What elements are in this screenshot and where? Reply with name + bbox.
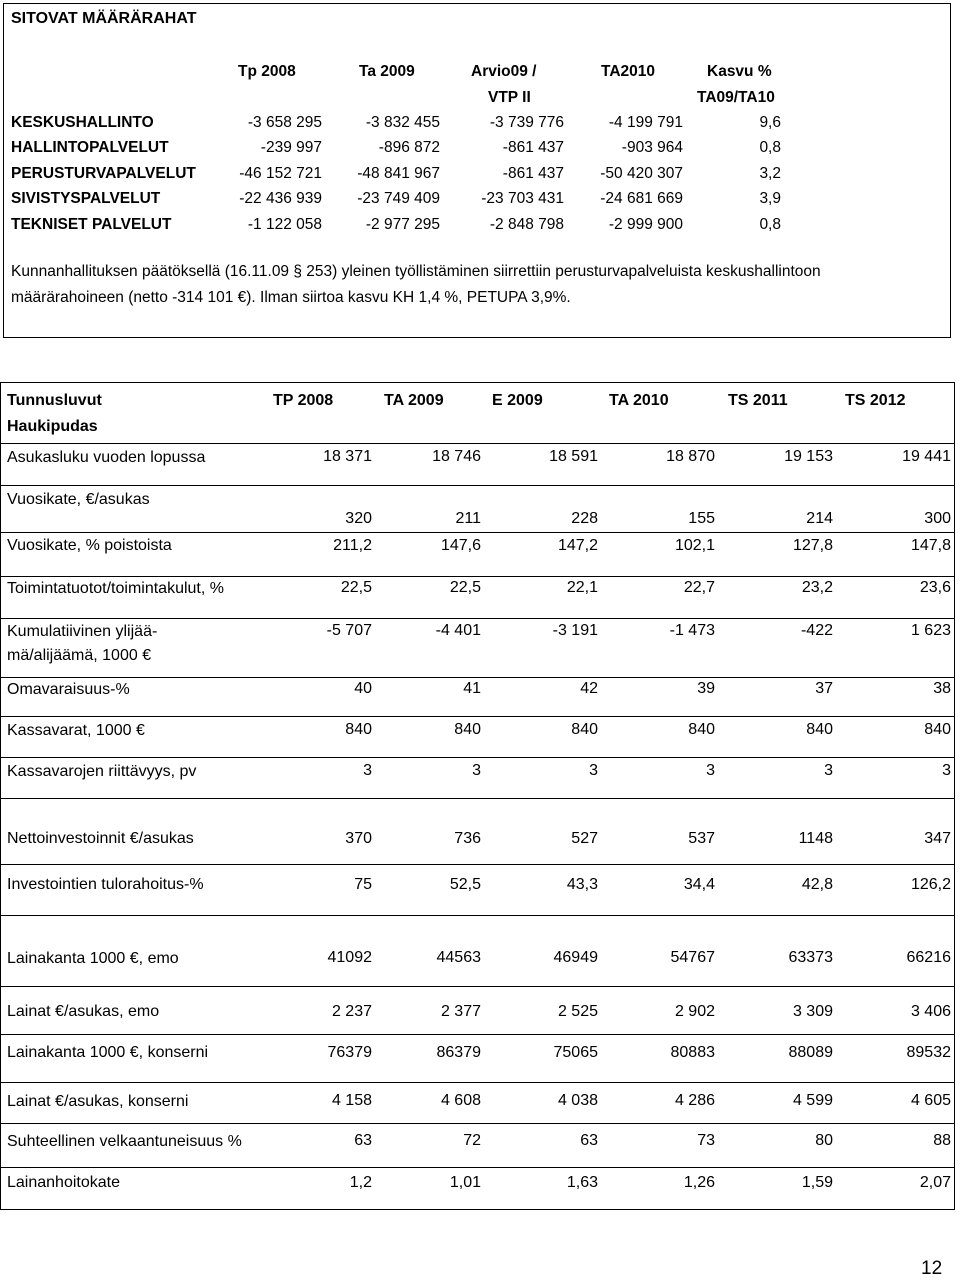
- cell-value: 4 158: [331, 1092, 372, 1109]
- cell-value: 72: [463, 1132, 481, 1149]
- cell-value: 18 870: [666, 448, 715, 465]
- row-label: Lainanhoitokate: [7, 1174, 120, 1191]
- row-divider: [0, 618, 955, 619]
- cell-value: 840: [806, 721, 833, 738]
- row-divider: [0, 1123, 955, 1124]
- cell-value: 1,2: [349, 1174, 372, 1191]
- cell-ta2010: -903 964: [621, 139, 683, 156]
- row-divider: [0, 1082, 955, 1083]
- cell-value: 22,5: [340, 579, 372, 596]
- cell-value: -4 401: [435, 622, 481, 639]
- cell-value: 211,2: [333, 537, 372, 554]
- allocations-title: SITOVAT MÄÄRÄRAHAT: [11, 10, 197, 27]
- cell-value: 3: [589, 762, 598, 779]
- row-divider: [0, 1209, 955, 1210]
- header-tp2008: Tp 2008: [238, 63, 296, 80]
- cell-value: 22,7: [683, 579, 715, 596]
- cell-value: 34,4: [683, 876, 715, 893]
- cell-value: 44563: [436, 949, 481, 966]
- row-label: Investointien tulorahoitus-%: [7, 876, 204, 893]
- cell-ta2009: -48 841 967: [357, 165, 440, 182]
- cell-value: 4 599: [792, 1092, 833, 1109]
- cell-ta2009: -896 872: [378, 139, 440, 156]
- cell-value: 86379: [436, 1044, 481, 1061]
- row-divider: [0, 915, 955, 916]
- cell-tp2008: -46 152 721: [239, 165, 322, 182]
- row-divider: [0, 798, 955, 799]
- cell-value: 127,8: [792, 537, 833, 554]
- cell-tp2008: -1 122 058: [247, 216, 322, 233]
- cell-ta2010: -50 420 307: [600, 165, 683, 182]
- row-name: PERUSTURVAPALVELUT: [11, 165, 196, 182]
- cell-value: 46949: [553, 949, 598, 966]
- cell-value: 3: [706, 762, 715, 779]
- cell-value: 102,1: [674, 537, 715, 554]
- cell-value: 3: [824, 762, 833, 779]
- column-header: TA 2010: [609, 392, 669, 409]
- row-label: Kumulatiivinen ylijää-: [7, 623, 158, 640]
- cell-value: 41092: [327, 949, 372, 966]
- row-name: KESKUSHALLINTO: [11, 114, 154, 131]
- cell-ta2009: -23 749 409: [357, 190, 440, 207]
- header-ta2009: Ta 2009: [359, 63, 415, 80]
- cell-value: -3 191: [552, 622, 598, 639]
- cell-value: 18 591: [549, 448, 598, 465]
- column-header: TP 2008: [273, 392, 334, 409]
- row-label: Asukasluku vuoden lopussa: [7, 449, 206, 466]
- cell-value: 63: [354, 1132, 372, 1149]
- header-ta2010: TA2010: [601, 63, 655, 80]
- row-label: Kassavarat, 1000 €: [7, 722, 145, 739]
- row-label: Vuosikate, % poistoista: [7, 537, 172, 554]
- cell-value: 2 377: [440, 1003, 481, 1020]
- cell-kasvu: 3,2: [759, 165, 781, 182]
- cell-value: -5 707: [326, 622, 372, 639]
- row-divider: [0, 1034, 955, 1035]
- cell-value: 76379: [327, 1044, 372, 1061]
- cell-value: 1,59: [801, 1174, 833, 1191]
- cell-value: 75065: [553, 1044, 598, 1061]
- cell-value: 63: [580, 1132, 598, 1149]
- cell-arvio09: -3 739 776: [489, 114, 564, 131]
- cell-value: 18 371: [323, 448, 372, 465]
- cell-arvio09: -2 848 798: [489, 216, 564, 233]
- cell-value: 43,3: [566, 876, 598, 893]
- cell-value: 80: [815, 1132, 833, 1149]
- cell-value: 2 237: [331, 1003, 372, 1020]
- cell-arvio09: -861 437: [502, 165, 564, 182]
- key-figures-table: [0, 382, 955, 1210]
- row-divider: [0, 757, 955, 758]
- row-divider: [0, 677, 955, 678]
- cell-value: 126,2: [910, 876, 951, 893]
- cell-value: 147,6: [440, 537, 481, 554]
- cell-value: 840: [924, 721, 951, 738]
- column-header: E 2009: [492, 392, 543, 409]
- cell-value: 347: [924, 830, 951, 847]
- cell-arvio09: -861 437: [502, 139, 564, 156]
- cell-value: 40: [354, 680, 372, 697]
- cell-value: 2,07: [919, 1174, 951, 1191]
- cell-value: 155: [688, 510, 715, 527]
- column-divider: [954, 382, 955, 1210]
- cell-value: 840: [345, 721, 372, 738]
- row-divider: [0, 1167, 955, 1168]
- column-header: TS 2012: [845, 392, 906, 409]
- allocations-note: Kunnanhallituksen päätöksellä (16.11.09 § 253) yleinen työllistäminen siirrettiin perusturvapalveluista keskushallintoon määrärahoineen (netto -314 101 €). Ilman siirtoa kasvu KH 1,4 %, PETUPA 3,9%.: [11, 263, 821, 306]
- cell-value: 54767: [670, 949, 715, 966]
- header-arvio09: Arvio09 /: [471, 63, 537, 80]
- row-label: Omavaraisuus-%: [7, 681, 130, 698]
- cell-value: 1 623: [910, 622, 951, 639]
- cell-kasvu: 9,6: [759, 114, 781, 131]
- row-label: Kassavarojen riittävyys, pv: [7, 763, 197, 780]
- cell-tp2008: -22 436 939: [239, 190, 322, 207]
- cell-value: 38: [933, 680, 951, 697]
- row-label: Nettoinvestoinnit €/asukas: [7, 830, 194, 847]
- cell-ta2009: -3 832 455: [365, 114, 440, 131]
- row-label-continued: mä/alijäämä, 1000 €: [7, 647, 152, 664]
- cell-value: 840: [454, 721, 481, 738]
- cell-ta2009: -2 977 295: [365, 216, 440, 233]
- cell-value: 22,5: [449, 579, 481, 596]
- column-header: TS 2011: [728, 392, 788, 409]
- cell-value: 4 605: [910, 1092, 951, 1109]
- row-label: Vuosikate, €/asukas: [7, 491, 150, 508]
- cell-value: 42: [580, 680, 598, 697]
- cell-value: 22,1: [566, 579, 598, 596]
- cell-ta2010: -2 999 900: [608, 216, 683, 233]
- key-figures-title: Tunnusluvut: [7, 392, 102, 409]
- cell-value: 3: [363, 762, 372, 779]
- cell-value: 4 286: [674, 1092, 715, 1109]
- cell-value: 3 309: [792, 1003, 833, 1020]
- cell-value: 88089: [788, 1044, 833, 1061]
- cell-value: 88: [933, 1132, 951, 1149]
- cell-value: 2 525: [557, 1003, 598, 1020]
- row-label: Suhteellinen velkaantuneisuus %: [7, 1133, 242, 1150]
- cell-value: 840: [688, 721, 715, 738]
- cell-value: 80883: [670, 1044, 715, 1061]
- cell-value: 3: [472, 762, 481, 779]
- cell-value: 19 441: [902, 448, 951, 465]
- cell-value: 1,01: [449, 1174, 481, 1191]
- row-divider: [0, 716, 955, 717]
- cell-value: 23,2: [801, 579, 833, 596]
- column-header: TA 2009: [384, 392, 444, 409]
- cell-value: 52,5: [449, 876, 481, 893]
- header-vtp2: VTP II: [488, 89, 531, 106]
- cell-value: -1 473: [669, 622, 715, 639]
- page-number: 12: [921, 1258, 943, 1279]
- cell-value: 89532: [906, 1044, 951, 1061]
- cell-kasvu: 0,8: [759, 139, 781, 156]
- row-label: Lainakanta 1000 €, emo: [7, 950, 179, 967]
- row-label: Lainat €/asukas, emo: [7, 1003, 160, 1020]
- row-name: SIVISTYSPALVELUT: [11, 190, 161, 207]
- cell-value: 300: [924, 510, 951, 527]
- cell-value: 736: [454, 830, 481, 847]
- key-figures-subtitle: Haukipudas: [7, 418, 98, 435]
- row-name: TEKNISET PALVELUT: [11, 216, 172, 233]
- cell-value: 75: [354, 876, 372, 893]
- header-ta09-ta10: TA09/TA10: [697, 89, 775, 106]
- cell-value: 1,26: [683, 1174, 715, 1191]
- cell-value: 3: [942, 762, 951, 779]
- cell-value: 147,8: [910, 537, 951, 554]
- row-name: HALLINTOPALVELUT: [11, 139, 169, 156]
- cell-tp2008: -239 997: [260, 139, 322, 156]
- cell-value: 370: [345, 830, 372, 847]
- cell-value: 37: [815, 680, 833, 697]
- header-kasvu: Kasvu %: [707, 63, 772, 80]
- cell-value: 147,2: [557, 537, 598, 554]
- row-label: Toimintatuotot/toimintakulut, %: [7, 580, 224, 597]
- cell-value: 19 153: [784, 448, 833, 465]
- cell-value: 18 746: [432, 448, 481, 465]
- row-label: Lainakanta 1000 €, konserni: [7, 1044, 209, 1061]
- cell-value: 320: [345, 510, 372, 527]
- cell-value: 42,8: [801, 876, 833, 893]
- cell-kasvu: 3,9: [759, 190, 781, 207]
- cell-ta2010: -4 199 791: [608, 114, 683, 131]
- row-divider: [0, 382, 955, 383]
- cell-value: -422: [800, 622, 833, 639]
- cell-value: 537: [688, 830, 715, 847]
- cell-value: 4 608: [440, 1092, 481, 1109]
- row-divider: [0, 532, 955, 533]
- cell-ta2010: -24 681 669: [600, 190, 683, 207]
- cell-value: 39: [697, 680, 715, 697]
- cell-value: 2 902: [674, 1003, 715, 1020]
- cell-value: 211: [455, 510, 481, 527]
- cell-value: 214: [806, 510, 833, 527]
- cell-value: 4 038: [557, 1092, 598, 1109]
- allocations-box: [3, 3, 951, 338]
- cell-value: 66216: [906, 949, 951, 966]
- row-divider: [0, 443, 955, 444]
- cell-value: 63373: [788, 949, 833, 966]
- row-divider: [0, 864, 955, 865]
- cell-kasvu: 0,8: [759, 216, 781, 233]
- column-divider: [0, 382, 1, 1210]
- cell-arvio09: -23 703 431: [481, 190, 564, 207]
- cell-value: 1,63: [566, 1174, 598, 1191]
- cell-value: 527: [571, 830, 598, 847]
- row-divider: [0, 485, 955, 486]
- cell-tp2008: -3 658 295: [247, 114, 322, 131]
- cell-value: 1148: [798, 830, 833, 847]
- cell-value: 3 406: [910, 1003, 951, 1020]
- row-label: Lainat €/asukas, konserni: [7, 1093, 189, 1110]
- row-divider: [0, 986, 955, 987]
- cell-value: 840: [571, 721, 598, 738]
- cell-value: 228: [571, 510, 598, 527]
- cell-value: 73: [697, 1132, 715, 1149]
- cell-value: 41: [463, 680, 481, 697]
- cell-value: 23,6: [919, 579, 951, 596]
